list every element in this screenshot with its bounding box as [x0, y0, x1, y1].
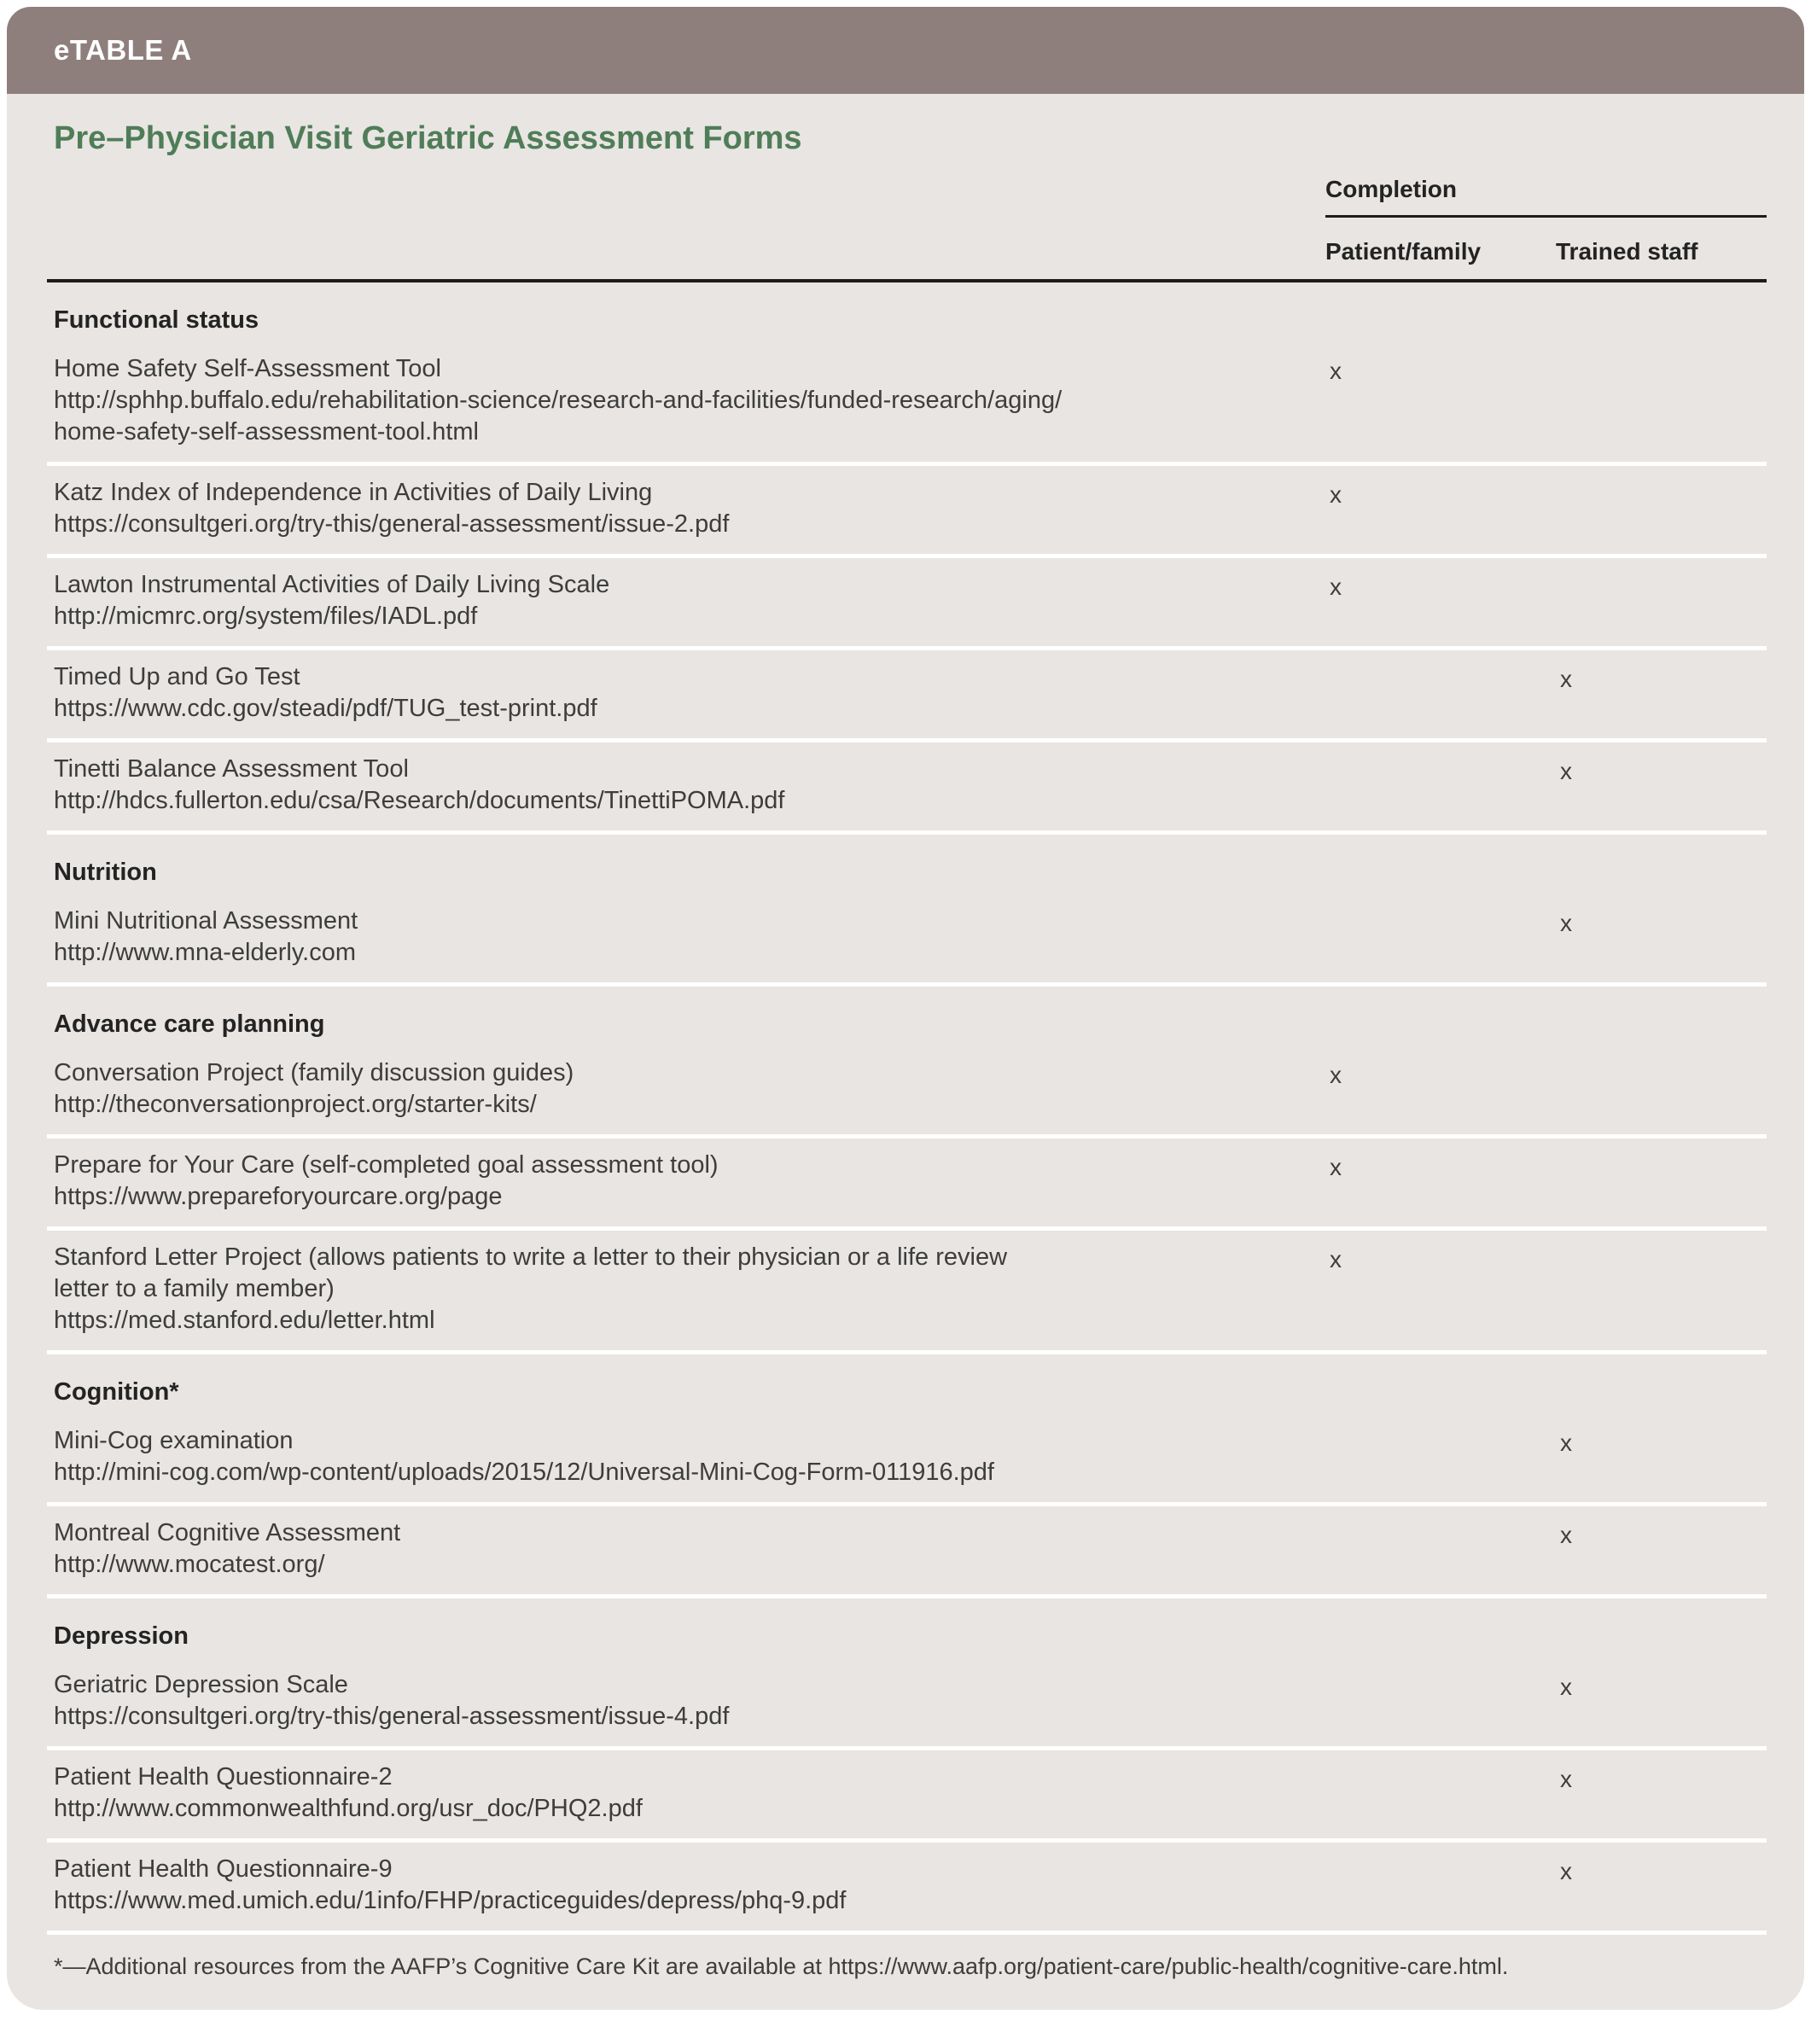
tool-url: http://hdcs.fullerton.edu/csa/Research/documents/TinettiPOMA.pdf [54, 787, 785, 814]
tool-url: http://mini-cog.com/wp-content/uploads/2015/12/Universal-Mini-Cog-Form-011916.pdf [54, 1459, 994, 1486]
table-row [47, 742, 1767, 835]
mark-patient-family [1325, 1854, 1556, 1917]
mark-trained-staff: x [1560, 1858, 1572, 1884]
mark-trained-staff: x [1560, 758, 1572, 784]
section-header: Nutrition [54, 859, 157, 886]
tool-cell [47, 906, 1325, 969]
section-header: Depression [54, 1622, 189, 1650]
tool-cell [47, 1425, 1325, 1488]
mark-patient-family [1325, 1517, 1556, 1581]
tool-name: Geriatric Depression Scale [54, 1671, 348, 1698]
section-rows [47, 1414, 1767, 1599]
table-row [47, 1658, 1767, 1750]
tool-cell [47, 569, 1325, 632]
table-row [47, 1231, 1767, 1354]
etable-body [7, 94, 1804, 2010]
tool-cell [47, 1057, 1325, 1121]
section-rows [47, 342, 1767, 835]
mark-patient-family [1325, 1669, 1556, 1732]
mark-patient-family: x [1330, 358, 1342, 384]
tool-url: http://www.mna-elderly.com [54, 939, 357, 966]
section-header: Advance care planning [54, 1010, 325, 1038]
etable-label: eTABLE A [54, 34, 192, 66]
section-rows [47, 1658, 1767, 1935]
mark-trained-staff: x [1560, 1766, 1572, 1792]
mark-patient-family [1325, 1762, 1556, 1825]
tool-url: https://consultgeri.org/try-this/general-assessment/issue-4.pdf [54, 1703, 730, 1730]
mark-patient-family: x [1330, 481, 1342, 508]
tool-cell [47, 1242, 1325, 1336]
etable-header-bar [7, 7, 1804, 94]
table-row [47, 1046, 1767, 1138]
mark-patient-family: x [1330, 1154, 1342, 1180]
table-row [47, 650, 1767, 742]
column-header-trained-staff: Trained staff [1556, 238, 1698, 265]
table-row [47, 894, 1767, 987]
mark-trained-staff [1556, 477, 1767, 540]
column-header-patient-family: Patient/family [1325, 238, 1482, 265]
mark-trained-staff [1556, 1242, 1767, 1336]
tool-url: https://www.med.umich.edu/1info/FHP/practiceguides/depress/phq-9.pdf [54, 1887, 847, 1914]
tool-name: Prepare for Your Care (self-completed goal assessment tool) [54, 1151, 719, 1179]
table-title: Pre–Physician Visit Geriatric Assessment Forms [54, 120, 802, 156]
section-header: Cognition* [54, 1378, 179, 1406]
footnote: *—Additional resources from the AAFP’s Cognitive Care Kit are available at https://www.aafp.org/patient-care/public-health/cognitive-care.html. [54, 1954, 1509, 1979]
tool-name: Mini Nutritional Assessment [54, 907, 358, 935]
tool-name: Patient Health Questionnaire-9 [54, 1855, 393, 1883]
tool-name: Lawton Instrumental Activities of Daily Living Scale [54, 571, 610, 598]
mark-trained-staff: x [1560, 666, 1572, 692]
section-rows [47, 894, 1767, 987]
tool-cell [47, 477, 1325, 540]
table-row [47, 466, 1767, 558]
tool-url: http://sphhp.buffalo.edu/rehabilitation-science/research-and-facilities/funded-research/aging/ home-safety-self-assessment-tool.html [54, 387, 1063, 445]
mark-trained-staff [1556, 1150, 1767, 1213]
mark-patient-family [1325, 906, 1556, 969]
mark-patient-family [1325, 754, 1556, 817]
table-row [47, 1506, 1767, 1599]
mark-patient-family: x [1330, 574, 1342, 600]
table-section [47, 987, 1767, 1354]
tool-cell [47, 1150, 1325, 1213]
table-row [47, 1414, 1767, 1506]
table-row [47, 342, 1767, 466]
tool-url: http://theconversationproject.org/starter-kits/ [54, 1091, 537, 1118]
mark-patient-family: x [1330, 1062, 1342, 1088]
completion-group-header: Completion [1325, 157, 1767, 218]
tool-url: https://consultgeri.org/try-this/general-assessment/issue-2.pdf [54, 510, 730, 538]
tool-name: Stanford Letter Project (allows patients to write a letter to their physician or a life review letter to a family member) [54, 1243, 1008, 1302]
tool-name: Katz Index of Independence in Activities of Daily Living [54, 479, 653, 506]
table-section [47, 1599, 1767, 1935]
completion-header-spacer [47, 157, 1325, 218]
tool-url: http://www.commonwealthfund.org/usr_doc/PHQ2.pdf [54, 1795, 643, 1822]
table-row [47, 1750, 1767, 1843]
mark-patient-family [1325, 1425, 1556, 1488]
tool-name: Conversation Project (family discussion guides) [54, 1059, 574, 1086]
mark-trained-staff [1556, 353, 1767, 448]
table-row [47, 558, 1767, 650]
tool-name: Mini-Cog examination [54, 1427, 294, 1454]
section-header: Functional status [54, 306, 259, 334]
tool-url: http://micmrc.org/system/files/IADL.pdf [54, 603, 478, 630]
tool-url: http://www.mocatest.org/ [54, 1551, 325, 1578]
tool-cell [47, 661, 1325, 725]
tool-cell [47, 754, 1325, 817]
tool-url: https://med.stanford.edu/letter.html [54, 1307, 435, 1334]
mark-trained-staff [1556, 569, 1767, 632]
mark-trained-staff: x [1560, 1430, 1572, 1456]
tool-name: Home Safety Self-Assessment Tool [54, 355, 441, 382]
mark-patient-family [1325, 661, 1556, 725]
mark-trained-staff: x [1560, 1522, 1572, 1548]
tool-cell [47, 1517, 1325, 1581]
tool-name: Patient Health Questionnaire-2 [54, 1763, 393, 1791]
tool-cell [47, 1669, 1325, 1732]
table-section [47, 282, 1767, 835]
table-row [47, 1138, 1767, 1231]
assessment-table-body [47, 282, 1767, 1935]
etable-card [7, 7, 1804, 2010]
tool-cell [47, 353, 1325, 448]
tool-cell [47, 1854, 1325, 1917]
mark-patient-family: x [1330, 1246, 1342, 1272]
mark-trained-staff [1556, 1057, 1767, 1121]
tool-name: Timed Up and Go Test [54, 663, 300, 690]
tool-name: Montreal Cognitive Assessment [54, 1519, 401, 1546]
completion-header-row [47, 157, 1767, 218]
tool-url: https://www.prepareforyourcare.org/page [54, 1183, 503, 1210]
table-section [47, 1354, 1767, 1599]
column-header-row [47, 218, 1767, 282]
tool-url: https://www.cdc.gov/steadi/pdf/TUG_test-print.pdf [54, 695, 597, 722]
table-section [47, 835, 1767, 987]
section-rows [47, 1046, 1767, 1354]
column-header-spacer [47, 218, 1325, 279]
table-row [47, 1843, 1767, 1935]
mark-trained-staff: x [1560, 910, 1572, 936]
mark-trained-staff: x [1560, 1674, 1572, 1700]
tool-cell [47, 1762, 1325, 1825]
tool-name: Tinetti Balance Assessment Tool [54, 755, 409, 783]
